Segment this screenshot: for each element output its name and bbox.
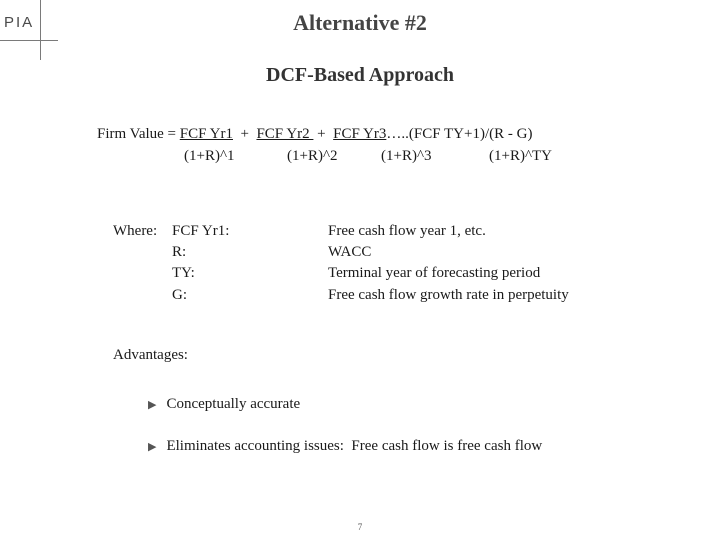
logo-horizontal-rule (0, 40, 58, 41)
definition-description: Free cash flow year 1, etc. (328, 223, 486, 239)
slide-subtitle: DCF-Based Approach (266, 64, 454, 86)
where-label: Where: (113, 223, 158, 239)
formula-line (97, 126, 532, 143)
page-number: 7 (357, 522, 363, 532)
definition-term: TY: (172, 265, 195, 281)
formula-term-1: FCF Yr1 (179, 126, 233, 142)
bullet-triangle-icon: ▶ (148, 398, 157, 411)
bullet-triangle-icon: ▶ (148, 440, 157, 453)
formula-denominator-3: (1+R)^3 (381, 148, 432, 164)
list-item (148, 437, 542, 455)
definition-term: FCF Yr1: (172, 223, 230, 239)
definition-term: R: (172, 244, 187, 260)
formula-term-3: FCF Yr3 (333, 126, 387, 142)
slide-title: Alternative #2 (293, 10, 427, 35)
formula-prefix: Firm Value = (97, 126, 180, 142)
advantage-text: Conceptually accurate (166, 396, 301, 412)
formula-separator-1: + (232, 126, 257, 142)
list-item (148, 395, 300, 413)
formula-denominator-1: (1+R)^1 (184, 148, 235, 164)
definition-description: Free cash flow growth rate in perpetuity (328, 287, 569, 303)
formula-denominator-2: (1+R)^2 (287, 148, 338, 164)
formula-separator-2: + (313, 126, 334, 142)
logo: PIA (4, 14, 35, 31)
formula-denominator-4: (1+R)^TY (489, 148, 552, 164)
formula-term-2: FCF Yr2 (256, 126, 314, 142)
advantages-heading: Advantages: (113, 347, 188, 363)
formula-tail: …..(FCF TY+1)/(R - G) (386, 126, 533, 142)
definition-term: G: (172, 287, 187, 303)
advantage-text: Eliminates accounting issues: Free cash flow is free cash flow (166, 438, 543, 454)
definition-description: WACC (328, 244, 372, 260)
definition-description: Terminal year of forecasting period (328, 265, 541, 281)
